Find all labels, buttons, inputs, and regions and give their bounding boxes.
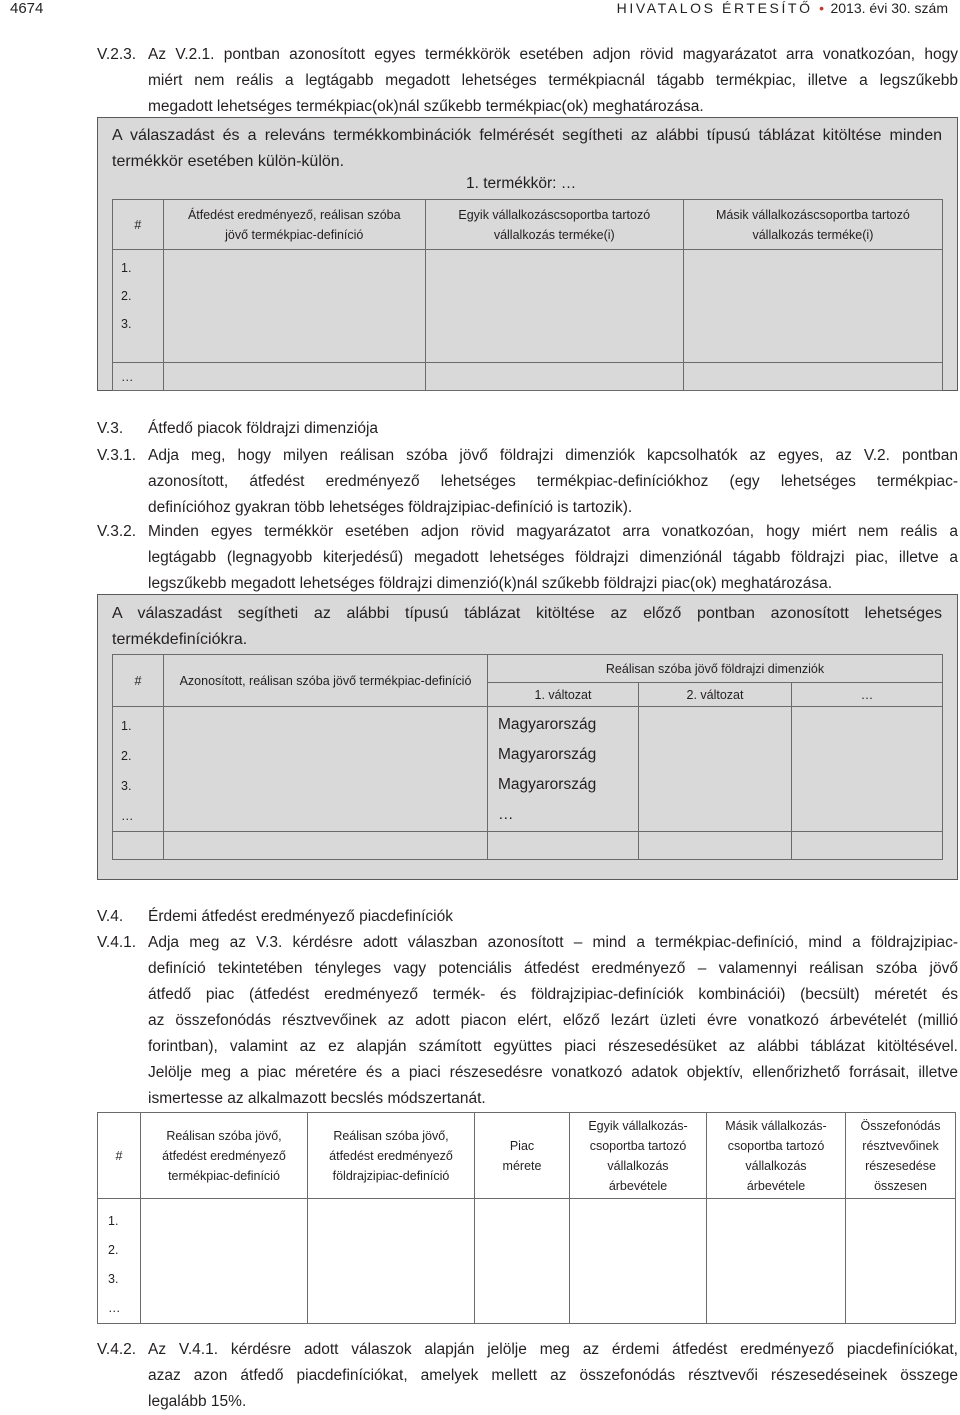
header-line: Egyik vállalkozáscsoportba tartozó xyxy=(458,207,651,222)
header-separator: • xyxy=(819,0,824,16)
row-numbers xyxy=(98,1199,141,1324)
col-header xyxy=(683,200,942,250)
header-line: csoportba tartozó xyxy=(589,1138,687,1153)
text-line: azonosított, átfedést eredményező lehetséges termékpiac-definíciókhoz (egy lehetséges termékpiac- xyxy=(148,473,958,490)
row-label: 3. xyxy=(121,779,132,793)
header-line: Átfedést eredményező, reálisan szóba xyxy=(187,207,401,222)
text-line: miért nem reális a legtágabb megadott lehetséges termékpiacnál tágabb termékpiac, illetve a legszűkebb xyxy=(148,72,958,89)
section-number: V.2.3. xyxy=(97,46,137,63)
header-line: földrajzipiac-definíció xyxy=(332,1168,450,1183)
hash-header: # xyxy=(113,200,164,250)
page-number: 4674 xyxy=(10,0,44,17)
header-line: részesedése xyxy=(865,1158,936,1173)
section-title: Érdemi átfedést eredményező piacdefiníciók xyxy=(148,908,453,925)
variant-value: … xyxy=(498,806,514,823)
row-label: 3. xyxy=(108,1272,119,1286)
header-line: mérete xyxy=(502,1158,542,1173)
header-line: termékpiac-definíció xyxy=(168,1168,280,1183)
text-line: definícióhoz gyakran több lehetséges földrajzipiac-definíció is tartozik). xyxy=(148,499,633,516)
row-label: 2. xyxy=(121,749,132,763)
header-line: résztvevőinek xyxy=(862,1138,939,1153)
section-v41-text xyxy=(148,930,958,1112)
hash-header: # xyxy=(113,655,164,707)
header-line: Egyik vállalkozás- xyxy=(588,1118,688,1133)
section-number: V.3.1. xyxy=(97,447,137,464)
table-cell xyxy=(113,832,164,860)
variant-values xyxy=(498,710,596,830)
text-line: megadott lehetséges termékpiac(ok)nál szűkebb termékpiac(ok) meghatározása. xyxy=(148,98,704,115)
text-line: termékdefiníciókra. xyxy=(112,631,248,648)
col-header xyxy=(163,200,425,250)
row-label: 1. xyxy=(121,261,132,275)
sub-header: 2. változat xyxy=(639,683,792,707)
row-label: … xyxy=(113,363,164,391)
table-cell xyxy=(475,1199,570,1324)
table-cell xyxy=(792,707,943,832)
header-line: Reálisan szóba jövő, xyxy=(166,1128,282,1143)
row-label: 3. xyxy=(121,317,132,331)
header-line: Másik vállalkozás- xyxy=(725,1118,827,1133)
header-line: árbevétele xyxy=(746,1178,806,1193)
table-cell xyxy=(164,707,488,832)
section-number: V.3. xyxy=(97,420,124,437)
text-line: termékkör esetében külön-külön. xyxy=(112,153,345,170)
header-line: Másik vállalkozáscsoportba tartozó xyxy=(716,207,910,222)
hash-header: # xyxy=(98,1113,141,1199)
row-label: 1. xyxy=(121,719,132,733)
table-cell xyxy=(792,832,943,860)
box2-text xyxy=(112,601,942,653)
text-line: A válaszadást segítheti az alábbi típusú táblázat kitöltése az előző pontban azonosított lehetséges xyxy=(112,605,942,622)
text-line: legtágabb (legnagyobb kiterjedésű) megadott lehetséges földrajzi dimenziónál tágabb földrajzi piac, illetve a xyxy=(148,549,958,566)
header-line: átfedést eredményező xyxy=(329,1148,453,1163)
table-cell xyxy=(425,250,683,363)
product-range-table xyxy=(112,199,943,391)
col-header xyxy=(846,1113,956,1199)
row-label: 2. xyxy=(108,1243,119,1257)
table-cell xyxy=(163,250,425,363)
text-line: definíció tekintetében tényleges vagy potenciális átfedést eredményező – valamennyi reálisan szóba jövő xyxy=(148,960,958,977)
header-line: átfedést eredményező xyxy=(162,1148,286,1163)
col-header: Azonosított, reálisan szóba jövő termékpiac-definíció xyxy=(164,655,488,707)
text-line: Az V.4.1. kérdésre adott válaszok alapján jelölje meg az érdemi átfedést eredményező piacdefiníciókat, xyxy=(148,1341,958,1358)
table-cell xyxy=(425,363,683,391)
table-cell xyxy=(639,707,792,832)
table-cell xyxy=(707,1199,846,1324)
section-title: Átfedő piacok földrajzi dimenziója xyxy=(148,420,379,437)
col-header xyxy=(475,1113,570,1199)
variant-value: Magyarország xyxy=(498,776,597,793)
variant-value: Magyarország xyxy=(498,746,597,763)
journal-title: HIVATALOS ÉRTESÍTŐ xyxy=(616,0,813,16)
header-line: csoportba tartozó xyxy=(727,1138,825,1153)
sub-header: … xyxy=(792,683,943,707)
text-line: legszűkebb megadott lehetséges földrajzi dimenzió(k)nál szűkebb földrajzi piac(ok) meghatározása. xyxy=(148,575,833,592)
text-line: forintban), valamint az ez alapján számított együttes piaci részesedésüket az alábbi táblázat kitöltésével. xyxy=(148,1038,958,1055)
row-label: … xyxy=(121,809,134,823)
text-line: ismertesse az alkalmazott becslés módszertanát. xyxy=(148,1090,486,1107)
table-cell xyxy=(683,250,942,363)
table-cell xyxy=(163,363,425,391)
box1-text xyxy=(112,123,942,175)
text-line: legalább 15%. xyxy=(148,1393,247,1410)
group-header: Reálisan szóba jövő földrajzi dimenziók xyxy=(488,655,943,683)
table-cell xyxy=(141,1199,308,1324)
table-cell xyxy=(639,832,792,860)
header-line: vállalkozás terméke(i) xyxy=(493,227,615,242)
table-cell xyxy=(164,832,488,860)
header-line: Összefonódás xyxy=(860,1118,941,1133)
header-line: jövő termékpiac-definíció xyxy=(225,227,364,242)
row-numbers xyxy=(113,250,164,363)
section-v31-text xyxy=(148,443,958,521)
section-number: V.4. xyxy=(97,908,124,925)
section-number: V.3.2. xyxy=(97,523,137,540)
col-header xyxy=(141,1113,308,1199)
section-number: V.4.2. xyxy=(97,1341,137,1358)
text-line: Adja meg, hogy milyen reálisan szóba jövő földrajzi dimenziók kapcsolhatók az egyes, az V.2. pontban xyxy=(148,447,958,464)
header-line: vállalkozás xyxy=(745,1158,807,1173)
table-cell xyxy=(846,1199,956,1324)
header-line: Piac xyxy=(509,1138,535,1153)
text-line: azaz azon átfedő piacdefiníciókat, amelyek mellett az összefonódás résztvevői részesedéseinek összege xyxy=(148,1367,958,1384)
table-cell xyxy=(308,1199,475,1324)
col-header xyxy=(425,200,683,250)
col-header xyxy=(308,1113,475,1199)
row-label: 1. xyxy=(108,1214,119,1228)
section-v23-text xyxy=(148,42,958,120)
market-share-table xyxy=(97,1112,956,1324)
text-line: Jelölje meg a piac méretére és a piaci részesedésre vonatkozó adatok objektív, ellenőrizhető forrásait, illetve xyxy=(148,1064,958,1081)
section-v32-text xyxy=(148,519,958,597)
header-line: árbevétele xyxy=(608,1178,668,1193)
row-label: … xyxy=(108,1301,121,1315)
text-line: Az V.2.1. pontban azonosított egyes termékkörök esetében adjon rövid magyarázatot arra vonatkozóan, hogy xyxy=(148,46,958,63)
row-label: 2. xyxy=(121,289,132,303)
table-cell xyxy=(683,363,942,391)
header-line: vállalkozás terméke(i) xyxy=(752,227,874,242)
section-number: V.4.1. xyxy=(97,934,137,951)
text-line: A válaszadást és a releváns termékkombinációk felmérését segítheti az alábbi típusú táblázat kitöltése minden xyxy=(112,127,942,144)
issue-label: 2013. évi 30. szám xyxy=(830,0,948,16)
journal-header xyxy=(617,0,948,16)
sub-header: 1. változat xyxy=(488,683,639,707)
table-title: 1. termékkör: … xyxy=(466,175,577,192)
section-v42-text xyxy=(148,1337,958,1415)
header-line: összesen xyxy=(874,1178,927,1193)
table-cell xyxy=(488,832,639,860)
header-line: Reálisan szóba jövő, xyxy=(333,1128,449,1143)
row-numbers xyxy=(113,707,164,832)
col-header xyxy=(707,1113,846,1199)
text-line: átfedő piac (átfedést eredményező termék- és földrajzipiac-definíciók kombinációi) (becsült) méretét és xyxy=(148,986,958,1003)
table-cell xyxy=(570,1199,707,1324)
variant-value: Magyarország xyxy=(498,716,597,733)
text-line: az összefonódás résztvevőinek az adott piacon elért, előző lezárt üzleti évre vonatkozó árbevételét (millió xyxy=(148,1012,958,1029)
header-line: vállalkozás xyxy=(607,1158,669,1173)
text-line: Minden egyes termékkör esetében adjon rövid magyarázatot arra vonatkozóan, hogy miért nem reális a xyxy=(148,523,958,540)
col-header xyxy=(570,1113,707,1199)
text-line: Adja meg az V.3. kérdésre adott válaszban azonosított – mind a termékpiac-definíció, mind a földrajzipiac- xyxy=(148,934,958,951)
